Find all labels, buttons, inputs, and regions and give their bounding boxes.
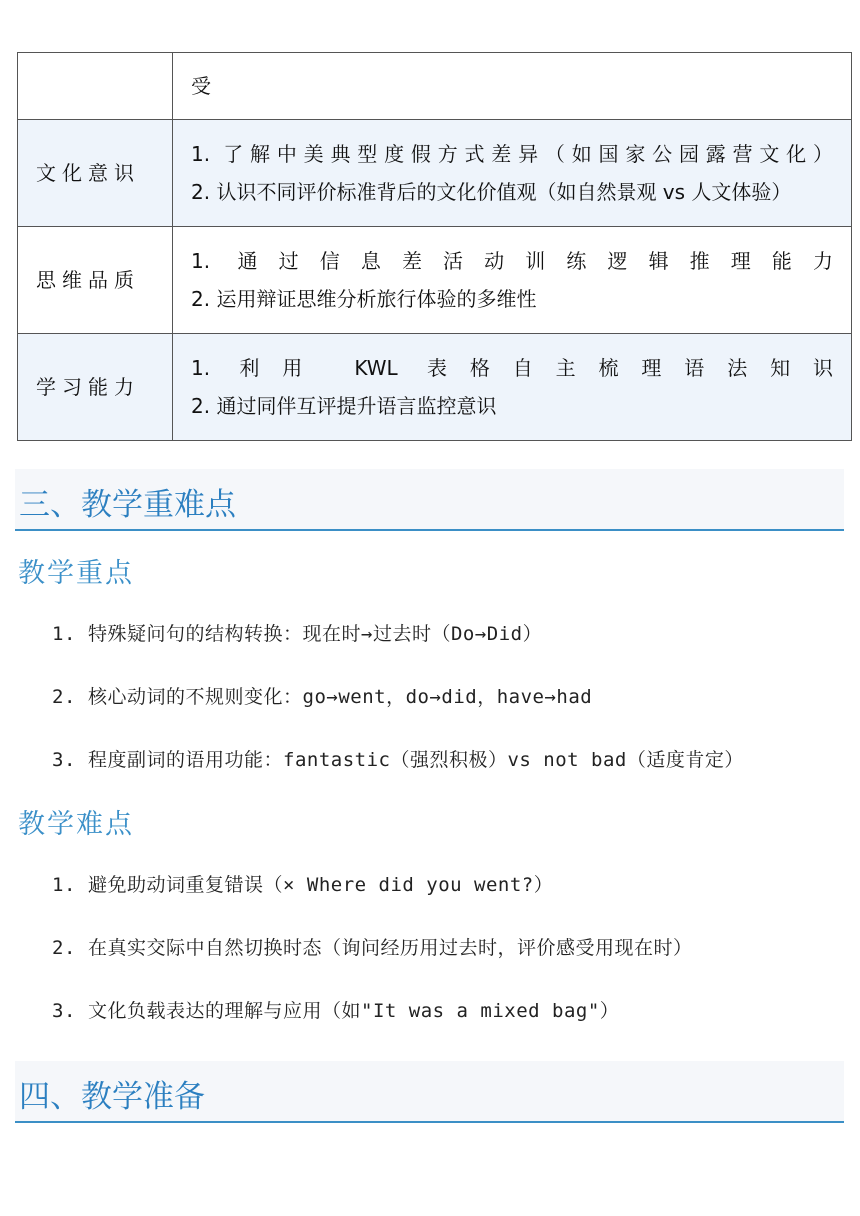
section-title: 四、教学准备 xyxy=(19,1079,205,1115)
row-content xyxy=(173,120,852,227)
content-line: 2. 通过同伴互评提升语言监控意识 xyxy=(191,394,497,418)
row-content xyxy=(173,53,852,120)
row-content xyxy=(173,334,852,441)
item-text: 程度副词的语用功能：fantastic（强烈积极）vs not bad（适度肯定） xyxy=(88,749,744,771)
item-number: 1. xyxy=(52,623,76,645)
list-item xyxy=(52,682,592,709)
row-label: 文化意识 xyxy=(18,120,173,227)
item-text: 核心动词的不规则变化：go→went，do→did，have→had xyxy=(88,686,593,708)
list-item xyxy=(52,619,542,646)
row-content xyxy=(173,227,852,334)
item-text: 避免助动词重复错误（× Where did you went?） xyxy=(88,874,554,896)
objectives-table xyxy=(17,52,852,441)
item-number: 3. xyxy=(52,749,76,771)
item-text: 特殊疑问句的结构转换：现在时→过去时（Do→Did） xyxy=(88,623,543,645)
content-line: 2. 认识不同评价标准背后的文化价值观（如自然景观 vs 人文体验） xyxy=(191,180,792,204)
list-item xyxy=(52,933,693,960)
item-number: 2. xyxy=(52,686,76,708)
content-line: 2. 运用辩证思维分析旅行体验的多维性 xyxy=(191,287,537,311)
list-item xyxy=(52,996,619,1023)
table-row xyxy=(18,120,852,227)
item-number: 2. xyxy=(52,937,76,959)
list-item xyxy=(52,745,744,772)
section-title: 三、教学重难点 xyxy=(19,487,236,523)
content-line: 受 xyxy=(191,74,211,98)
content-line: 1. 利用 KWL 表格自主梳理语法知识 xyxy=(191,356,833,380)
item-text: 在真实交际中自然切换时态（询问经历用过去时，评价感受用现在时） xyxy=(88,937,693,959)
table-row xyxy=(18,227,852,334)
row-label xyxy=(18,53,173,120)
table-row xyxy=(18,334,852,441)
content-line: 1. 了解中美典型度假方式差异（如国家公园露营文化） xyxy=(191,142,833,166)
row-label: 思维品质 xyxy=(18,227,173,334)
table-row xyxy=(18,53,852,120)
subheading-key-points: 教学重点 xyxy=(18,558,134,589)
item-text: 文化负载表达的理解与应用（如"It was a mixed bag"） xyxy=(88,1000,620,1022)
list-item xyxy=(52,870,553,897)
item-number: 3. xyxy=(52,1000,76,1022)
row-label: 学习能力 xyxy=(18,334,173,441)
item-number: 1. xyxy=(52,874,76,896)
content-line: 1. 通过信息差活动训练逻辑推理能力 xyxy=(191,249,833,273)
section-heading xyxy=(15,1061,844,1123)
subheading-difficult-points: 教学难点 xyxy=(18,809,134,840)
section-heading xyxy=(15,469,844,531)
